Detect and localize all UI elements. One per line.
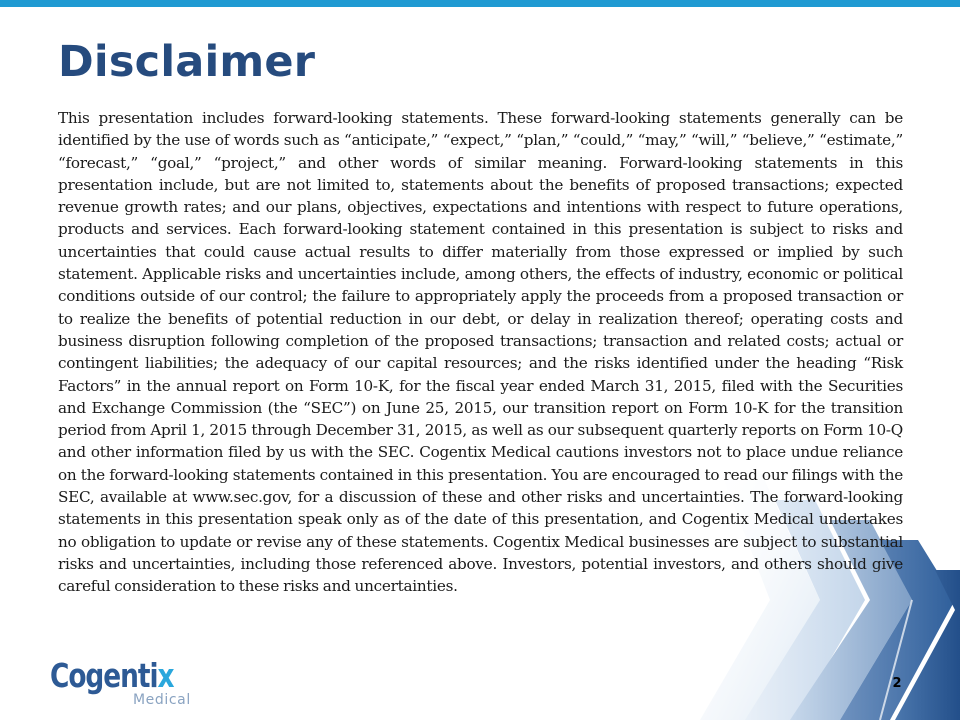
- logo-wordmark-main: Cogenti: [50, 656, 158, 695]
- slide-title: Disclaimer: [58, 37, 316, 87]
- cogentix-medical-logo: [50, 657, 210, 709]
- logo-subtitle: Medical: [133, 692, 191, 708]
- logo-wordmark: [50, 657, 174, 695]
- logo-wordmark-accent: x: [157, 656, 174, 695]
- disclaimer-text: This presentation includes forward-looking statements. These forward-looking statements generally can be identified by the use of words such as “anticipate,” “expect,” “plan,” “could,” “may,” “will,” “believe,” “estimate,” “forecast,” “goal,” “project,” and other words of similar meaning. Forward-looking statements in this presentation include, but are not limited to, statements about the benefits of proposed transactions; expected revenue growth rates; and our plans, objectives, expectations and intentions with respect to future operations, products and services. Each forward-looking statement contained in this presentation is subject to risks and uncertainties that could cause actual results to differ materially from those expressed or implied by such statement. Applicable risks and uncertainties include, among others, the effects of industry, economic or political conditions outside of our control; the failure to appropriately apply the proceeds from a proposed transaction or to realize the benefits of potential reduction in our debt, or delay in realization thereof; operating costs and business disruption following completion of the proposed transactions; transaction and related costs; actual or contingent liabilities; the adequacy of our capital resources; and the risks identified under the heading “Risk Factors” in the annual report on Form 10-K, for the fiscal year ended March 31, 2015, filed with the Securities and Exchange Commission (the “SEC”) on June 25, 2015, our transition report on Form 10-K for the transition period from April 1, 2015 through December 31, 2015, as well as our subsequent quarterly reports on Form 10-Q and other information filed by us with the SEC. Cogentix Medical cautions investors not to place undue reliance on the forward-looking statements contained in this presentation. You are encouraged to read our filings with the SEC, available at www.sec.gov, for a discussion of these and other risks and uncertainties. The forward-looking statements in this presentation speak only as of the date of this presentation, and Cogentix Medical undertakes no obligation to update or revise any of these statements. Cogentix Medical businesses are subject to substantial risks and uncertainties, including those referenced above. Investors, potential investors, and others should give careful consideration to these risks and uncertainties.: [58, 109, 903, 596]
- page-number: 2: [892, 676, 902, 691]
- top-accent-bar: [0, 0, 960, 7]
